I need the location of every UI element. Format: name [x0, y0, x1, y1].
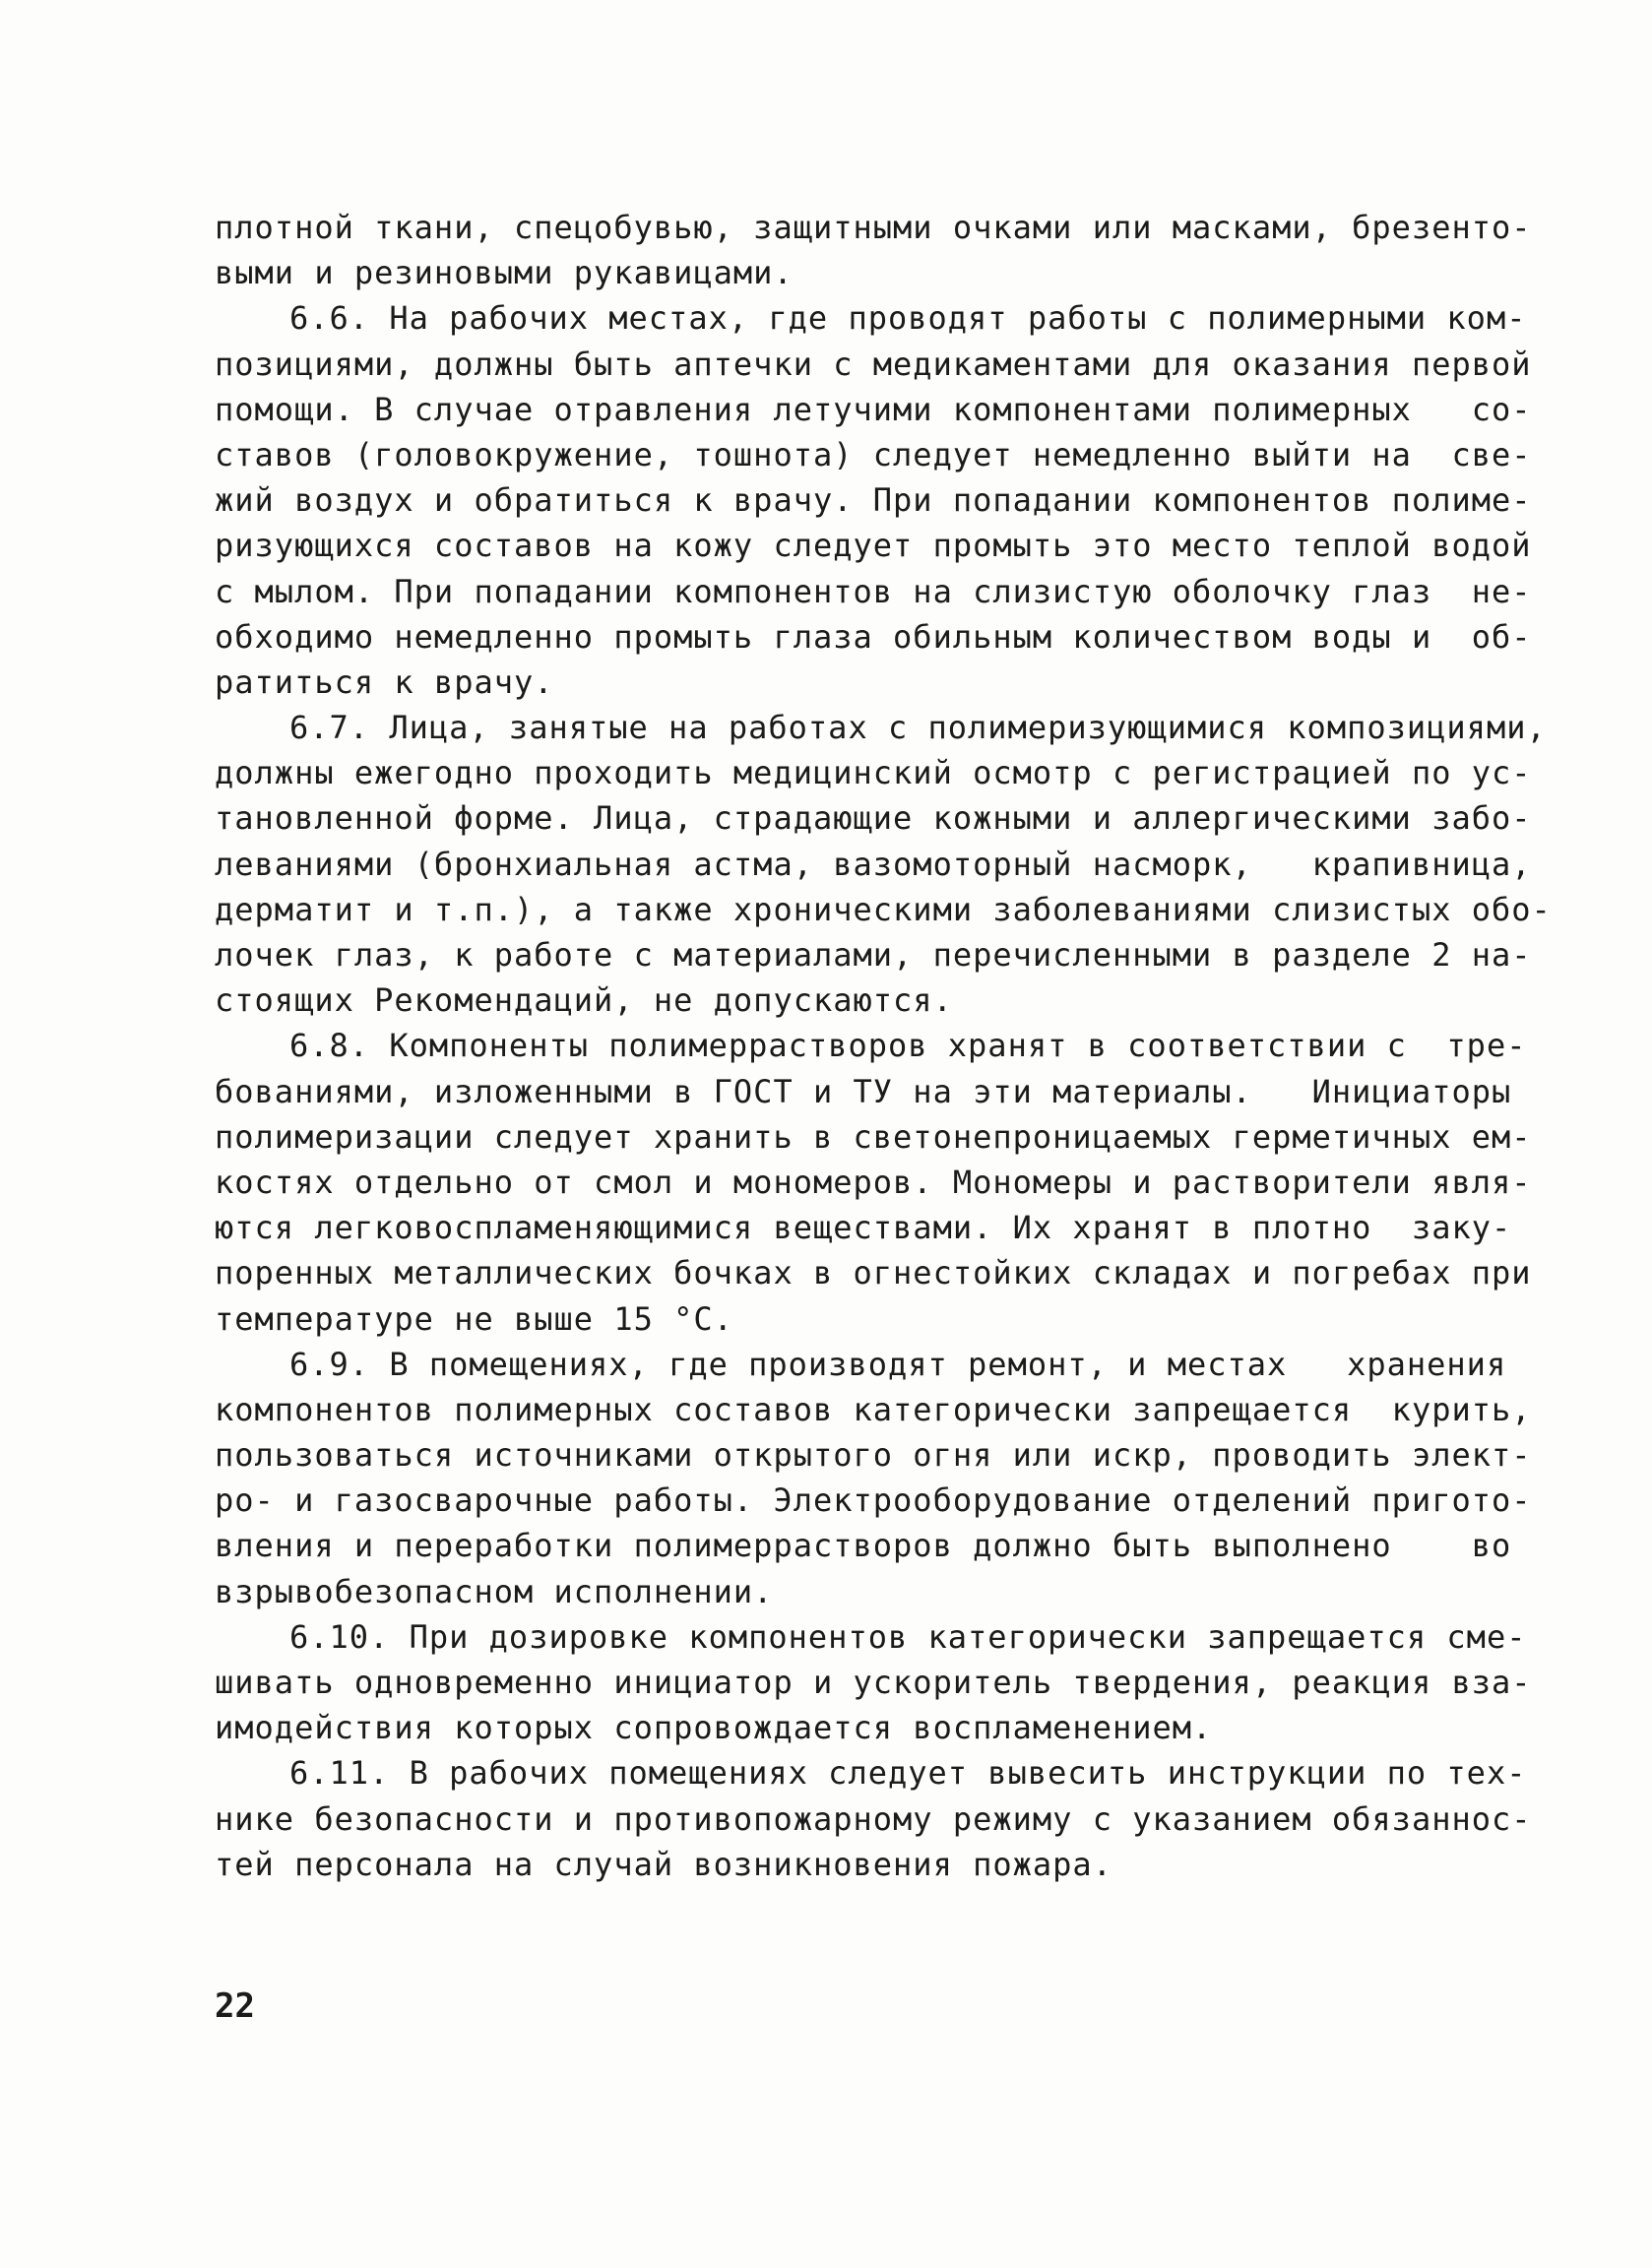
text-line: обходимо немедленно промыть глаза обильным количеством воды и об- [215, 617, 1532, 656]
text-line: шивать одновременно инициатор и ускоритель твердения, реакция вза- [215, 1664, 1532, 1701]
page-number: 22 [215, 1986, 255, 2026]
text-line: костях отдельно от смол и мономеров. Мономеры и растворители явля- [215, 1163, 1532, 1201]
text-line: тей персонала на случай возникновения пожара. [215, 1845, 1112, 1883]
text-line: плотной ткани, спецобувью, защитными очками или масками, брезенто- [215, 209, 1532, 246]
text-line: с мылом. При попадании компонентов на слизистую оболочку глаз не- [215, 572, 1532, 610]
text-line: должны ежегодно проходить медицинский осмотр с регистрацией по ус- [215, 754, 1532, 792]
body-text [215, 205, 1552, 1887]
text-line: леваниями (бронхиальная астма, вазомоторный насморк, крапивница, [215, 845, 1532, 883]
text-line: температуре не выше 15 °С. [215, 1299, 733, 1338]
text-line: бованиями, изложенными в ГОСТ и ТУ на эти материалы. Инициаторы [215, 1072, 1512, 1110]
text-line: помощи. В случае отравления летучими компонентами полимерных со- [215, 390, 1532, 428]
text-line: взрывобезопасном исполнении. [215, 1572, 774, 1610]
text-line: имодействия которых сопровождается воспламенением. [215, 1709, 1213, 1747]
text-line: лочек глаз, к работе с материалами, перечисленными в разделе 2 на- [215, 936, 1532, 974]
text-line: пользоваться источниками открытого огня или искр, проводить элект- [215, 1436, 1532, 1475]
text-line: дерматит и т.п.), а также хроническими заболеваниями слизистых обо- [215, 890, 1552, 928]
text-line: жий воздух и обратиться к врачу. При попадании компонентов полиме- [215, 481, 1532, 520]
paragraph-6-10-first-line: 6.10. При дозировке компонентов категорически запрещается сме- [289, 1617, 1527, 1656]
text-line: выми и резиновыми рукавицами. [215, 254, 794, 292]
paragraph-6-8-first-line: 6.8. Компоненты полимеррастворов хранят в соответствии с тре- [289, 1027, 1527, 1065]
text-line: позициями, должны быть аптечки с медикаментами для оказания первой [215, 345, 1532, 383]
text-line: ются легковоспламеняющимися веществами. Их хранят в плотно заку- [215, 1209, 1512, 1247]
text-line: ратиться к врачу. [215, 662, 554, 701]
text-line: ро- и газосварочные работы. Электрооборудование отделений пригото- [215, 1481, 1532, 1520]
paragraph-6-11-first-line: 6.11. В рабочих помещениях следует вывесить инструкции по тех- [289, 1754, 1527, 1793]
text-line: вления и переработки полимеррастворов должно быть выполнено во [215, 1527, 1512, 1565]
paragraph-6-6-first-line: 6.6. На рабочих местах, где проводят работы с полимерными ком- [289, 299, 1527, 338]
text-line: полимеризации следует хранить в светонепроницаемых герметичных ем- [215, 1117, 1532, 1156]
text-line: тановленной форме. Лица, страдающие кожными и аллергическими забо- [215, 799, 1532, 838]
text-line: ставов (головокружение, тошнота) следует немедленно выйти на све- [215, 435, 1532, 473]
text-line: компонентов полимерных составов категорически запрещается курить, [215, 1390, 1532, 1428]
text-line: ризующихся составов на кожу следует промыть это место теплой водой [215, 527, 1532, 565]
text-line: нике безопасности и противопожарному режиму с указанием обязаннос- [215, 1799, 1532, 1838]
text-line: стоящих Рекомендаций, не допускаются. [215, 981, 953, 1020]
paragraph-6-9-first-line: 6.9. В помещениях, где производят ремонт, и местах хранения [289, 1345, 1507, 1383]
paragraph-6-7-first-line: 6.7. Лица, занятые на работах с полимеризующимися композициями, [289, 709, 1547, 747]
text-line: поренных металлических бочках в огнестойких складах и погребах при [215, 1254, 1532, 1292]
